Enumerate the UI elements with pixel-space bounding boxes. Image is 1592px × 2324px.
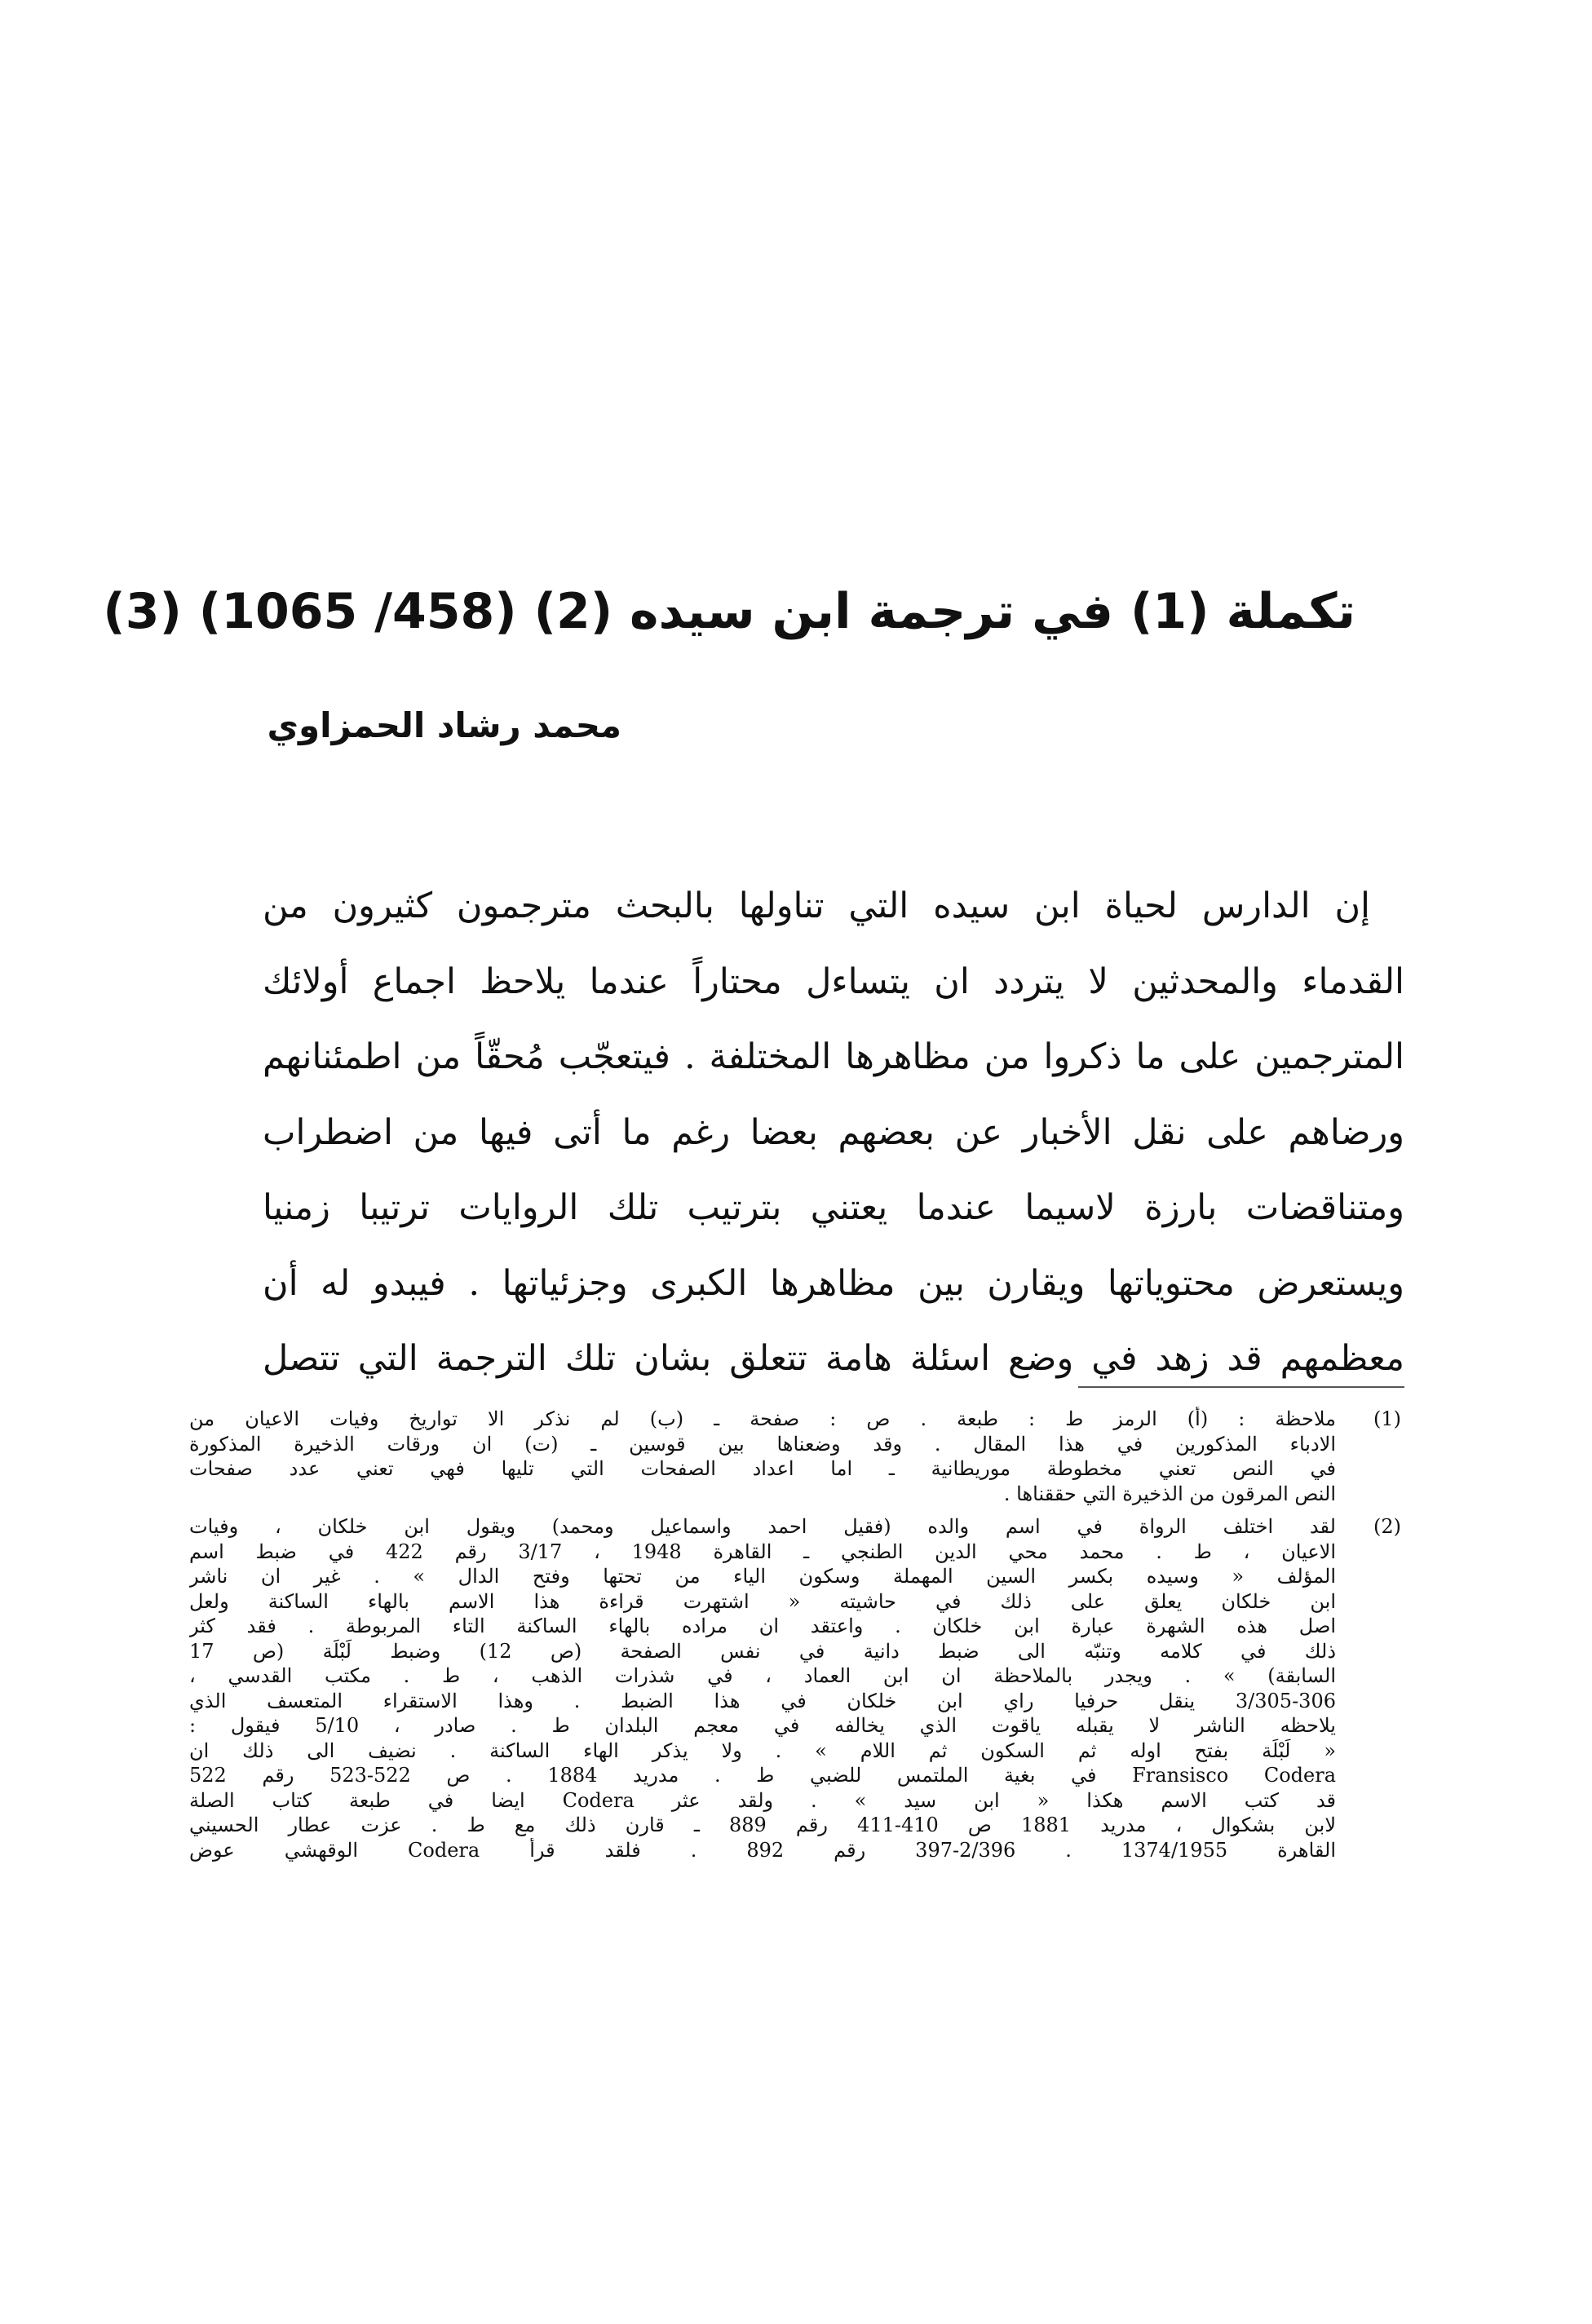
body-line: ويستعرض محتوياتها ويقارن بين مظاهرها الكبرى وجزئياتها . فيبدو له أن xyxy=(263,1262,1404,1304)
footnote-line: « لَبْلَة بفتح اوله ثم السكون ثم اللام » . ولا يذكر الهاء الساكنة . نضيف الى ذلك ان xyxy=(189,1739,1336,1762)
footnote-line: القاهرة 1374/1955 . 2/396-397 رقم 892 . فلقد قرأ Codera الوقهشي عوض xyxy=(189,1838,1336,1862)
footnote-line: الادباء المذكورين في هذا المقال . وقد وضعناها بين قوسين ـ (ت) ان ورقات الذخيرة المذكورة xyxy=(189,1432,1336,1456)
footnote-line: 3/305-306 ينقل حرفيا راي ابن خلكان في هذا الضبط . وهذا الاستقراء المتعسف الذي xyxy=(189,1689,1336,1712)
body-line: المترجمين على ما ذكروا من مظاهرها المختلفة . فيتعجّب مُحقّاً من اطمئنانهم xyxy=(263,1036,1404,1077)
body-line: ورضاهم على نقل الأخبار عن بعضهم بعضا رغم ما أتى فيها من اضطراب xyxy=(263,1111,1404,1153)
footnote-line: السابقة) » . ويجدر بالملاحظة ان ابن العماد ، في شذرات الذهب ، ط . مكتب القدسي ، xyxy=(189,1664,1336,1687)
body-line: إن الدارس لحياة ابن سيده التي تناولها بالبحث مترجمون كثيرون من xyxy=(263,886,1370,926)
footnote-line: النص المرقون من الذخيرة التي حققناها . xyxy=(1003,1482,1336,1505)
footnote-line: لابن بشكوال ، مدريد 1881 ص 410-411 رقم 889 ـ قارن ذلك مع ط . عزت عطار الحسيني xyxy=(189,1814,1336,1836)
footnote-line: قد كتب الاسم هكذا « ابن سيد » . ولقد عثر Codera ايضا في طبعة كتاب الصلة xyxy=(189,1788,1336,1812)
body-text xyxy=(263,868,1404,1397)
footnote-line: Fransisco Codera في بغية الملتمس للضبي ط . مدريد 1884 . ص 522-523 رقم 522 xyxy=(189,1764,1336,1787)
author-name: محمد رشاد الحمزاوي xyxy=(267,705,621,745)
footnotes xyxy=(189,1407,1404,1862)
article-title: تكملة (1) في ترجمة ابن سيده (2) (458/ 1065) (3) xyxy=(103,583,1355,640)
footnote-line: الاعيان ، ط . محمد محي الدين الطنجي ـ القاهرة 1948 ، 3/17 رقم 422 في ضبط اسم xyxy=(189,1540,1336,1563)
body-line: القدماء والمحدثين لا يتردد ان يتساءل محتاراً عندما يلاحظ اجماع أولائك xyxy=(263,961,1404,1002)
footnote-number: (1) xyxy=(1373,1407,1401,1430)
body-line: ومتناقضات بارزة لاسيما عندما يعتني بترتيب تلك الروايات ترتيبا زمنيا xyxy=(263,1187,1404,1228)
footnote-text xyxy=(189,1514,1336,1862)
footnote-line: ذلك في كلامه وتنبّه الى ضبط دانية في نفس الصفحة (ص 12) وضبط لَبْلَة (ص 17 xyxy=(189,1639,1336,1663)
footnote-line: لقد اختلف الرواة في اسم والده (فقيل احمد واسماعيل ومحمد) ويقول ابن خلكان ، وفيات xyxy=(189,1515,1336,1538)
footnote-line: ابن خلكان يعلق على ذلك في حاشيته « اشتهرت قراءة هذا الاسم بالهاء الساكنة ولعل xyxy=(189,1589,1336,1613)
footnote xyxy=(189,1514,1404,1862)
footnote-line: المؤلف « وسيده بكسر السين المهملة وسكون الياء من تحتها وفتح الدال » . غير ان ناشر xyxy=(189,1565,1336,1588)
body-line: معظمهم قد زهد في وضع اسئلة هامة تتعلق بشان تلك الترجمة التي تتصل xyxy=(263,1338,1404,1379)
footnote-line: يلاحظه الناشر لا يقبله ياقوت الذي يخالفه في معجم البلدان ط . صادر ، 5/10 فيقول : xyxy=(189,1714,1336,1737)
footnote-separator xyxy=(1078,1386,1404,1388)
footnote-text xyxy=(189,1407,1336,1506)
footnote-number: (2) xyxy=(1373,1515,1401,1538)
footnote xyxy=(189,1407,1404,1506)
footnote-line: ملاحظة : (أ) الرمز ط : طبعة . ص : صفحة ـ (ب) لم نذكر الا تواريخ وفيات الاعيان من xyxy=(189,1407,1336,1430)
footnote-line: في النص تعني مخطوطة موريطانية ـ اما اعداد الصفحات التي تليها فهي تعني عدد صفحات xyxy=(189,1457,1336,1480)
footnote-line: اصل هذه الشهرة عبارة ابن خلكان . واعتقد ان مراده بالهاء الساكنة التاء المربوطة . فقد كثر xyxy=(189,1615,1336,1637)
